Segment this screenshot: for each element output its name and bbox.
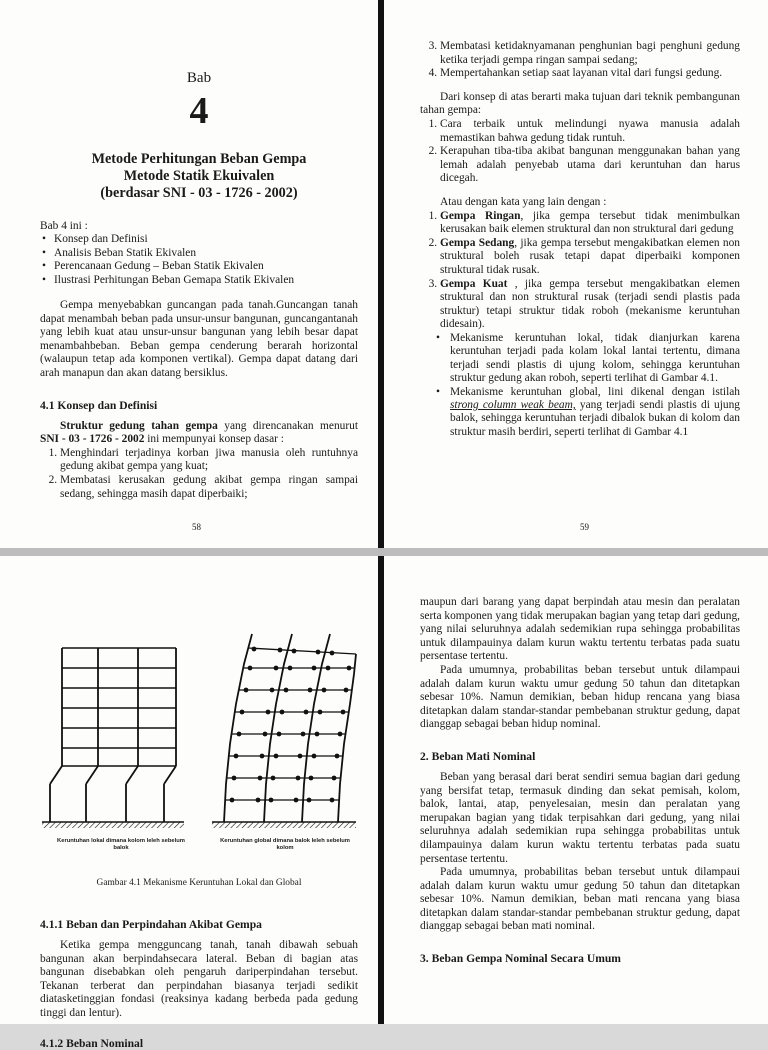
list-item: [440, 237, 740, 278]
label-global-failure: Keruntuhan global dimana balok leleh sebelum kolom: [220, 838, 350, 851]
chapter-title-line-2: Metode Statik Ekuivalen: [123, 168, 275, 184]
page-number: 58: [192, 522, 201, 532]
list-item: 1. Cara terbaik untuk melindungi nyawa manusia adalah memastikan bahwa gedung tidak runtuh.: [440, 118, 740, 145]
list-item: [440, 278, 740, 332]
list-item: • Perencanaan Gedung – Beban Statik Ekivalen: [54, 260, 358, 273]
chapter-label: Bab: [186, 70, 212, 86]
section-heading: 4.1.2 Beban Nominal: [40, 1036, 144, 1050]
figure-collapse-mechanisms: [40, 594, 358, 854]
paragraph: Dari konsep di atas berarti maka tujuan dari teknik pembangunan tahan gempa:: [420, 90, 740, 117]
page-61: [384, 556, 768, 1024]
paragraph: Gempa menyebabkan guncangan pada tanah.Guncangan tanah dapat menambah beban pada unsur-unsur bangunan, guncangantanah yang lebih kuat atau unsur-unsur bangunan yang lebih besar dapat menambahbeban. Beban gempa cenderung berarah horizontal (walaupun tetap ada komponen vertikal). Gempa dapat datang dari arah manapun dan akan datang bersiklus.: [40, 299, 358, 379]
chapter-number: 4: [189, 90, 209, 132]
chapter-intro: Bab 4 ini :: [40, 220, 88, 232]
text-span: yang terjadi sendi plastis di ujung balok, sehingga keruntuhan terjadi dibalok bukan di kolom dan struktur masih berdiri, seperti terlihat di Gambar 4.1: [450, 398, 740, 438]
paragraph: Ketika gempa mengguncang tanah, tanah dibawah sebuah bangunan akan berpindahsecara lateral. Beban di bagian atas bangunan disebabkan oleh pengaruh dariperpindahan tersebut. Tekanan terberat dan perpindahan biasanya terjadi sedikit diatasketinggian fondasi (reaksinya kadang berbeda pada gedung tinggi dan lentur).: [40, 939, 358, 1019]
section-heading: 2. Beban Mati Nominal: [420, 749, 536, 763]
page-58: [0, 0, 378, 548]
text-span: yang direncanakan menurut: [217, 419, 358, 432]
chapter-title: [40, 151, 358, 202]
label-local-failure: Keruntuhan lokal dimana kolom leleh sebelum balok: [57, 838, 185, 851]
global-failure-frame: [224, 634, 356, 822]
bold-term: Gempa Kuat: [440, 277, 508, 290]
list-item: [440, 210, 740, 237]
list-item: • Mekanisme keruntuhan lokal, tidak dianjurkan karena keruntuhan terjadi pada kolam lokal lantai tertentu, dimana terjadi sendi plastis di ujung kolom, sehingga keruntuhan struktur gedung akan roboh, seperti terlihat di Gambar 4.1.: [450, 332, 740, 386]
collapse-mechanism-diagram: [40, 594, 358, 834]
bold-term: SNI - 03 - 1726 - 2002: [40, 433, 145, 446]
list-item: • Konsep dan Definisi: [54, 233, 358, 246]
ground-hatch: [212, 822, 356, 828]
list-item: • Analisis Beban Statik Ekivalen: [54, 247, 358, 260]
list-item: [450, 386, 740, 440]
text-span: Mekanisme keruntuhan global, lini dikenal dengan istilah: [450, 385, 740, 398]
text-span: ini mempunyai konsep dasar :: [144, 433, 284, 446]
text-span: , jika gempa tersebut mengakibatkan elemen non struktural boleh rusak tetapi dapat diperbaiki komponen struktural tidak rusak.: [440, 236, 740, 276]
list-item: 3. Membatasi ketidaknyamanan penghunian bagi penghuni gedung ketika terjadi gempa ringan sampai sedang;: [440, 40, 740, 67]
list-item: 4. Mempertahankan setiap saat layanan vital dari fungsi gedung.: [440, 67, 740, 81]
section-heading: 4.1 Konsep dan Definisi: [40, 398, 158, 412]
bold-term: Gempa Ringan: [440, 209, 521, 222]
bold-term: Struktur gedung tahan gempa: [60, 419, 218, 432]
paragraph: [40, 420, 358, 447]
paragraph: Beban yang berasal dari berat sendiri semua bagian dari gedung yang bersifat tetap, termasuk dinding dan sekat pemisah, kolom, balok, lantai, atap, penyelesaian, mesin dan peralatan yang merupakan bagian yang tidak terpisahkan dari gedung, yang nilai seluruhnya adalah sedemikian rupa sehingga probabilitas untuk dilampauinya dalam kurun waktu tertentu terbatas pada suatu persentase tertentu.: [420, 770, 740, 865]
list-item: 1. Menghindari terjadinya korban jiwa manusia oleh runtuhnya gedung akibat gempa yang kuat;: [60, 447, 358, 474]
page-59: [384, 0, 768, 548]
concept-list-continued: [420, 40, 740, 81]
emphasis-term: strong column weak beam,: [450, 398, 576, 411]
text-span: , jika gempa tersebut tidak menimbulkan kerusakan baik elemen struktural dan non struktural dari gedung: [440, 209, 741, 236]
paragraph: Pada umumnya, probabilitas beban tersebut untuk dilampaui adalah dalam kurun waktu umur gedung 50 tahun dan ditetapkan sebesar 10%. Namun demikian, beban mati rencana yang biasa ditetapkan dalam standar-standar pembebanan struktur gedung, dapat dianggap sebagai beban mati nominal.: [420, 866, 740, 933]
paragraph: Pada umumnya, probabilitas beban tersebut untuk dilampaui adalah dalam kurun waktu umur gedung 50 tahun dan ditetapkan sebesar 10%. Namun demikian, beban hidup rencana yang biasa ditetapkan dalam standar-standar pembebanan struktur gedung, dapat dianggap sebagai beban hidup nominal.: [420, 663, 740, 731]
chapter-contents-list: [40, 233, 358, 287]
text-span: , jika gempa tersebut mengakibatkan elemen struktural dan non struktural rusak (terjadi sendi plastis pada struktur) tetapi struktur tidak roboh (mekanisme keruntuhan didesain).: [440, 277, 741, 331]
section-heading: 4.1.1 Beban dan Perpindahan Akibat Gempa: [40, 918, 262, 931]
page-60: [0, 556, 378, 1050]
chapter-title-line-3: (berdasar SNI - 03 - 1726 - 2002): [100, 185, 298, 201]
concept-list: [40, 447, 358, 501]
bold-term: Gempa Sedang: [440, 236, 515, 249]
list-item: 2. Kerapuhan tiba-tiba akibat bangunan menggunakan bahan yang lemah adalah penyebab utama dari keruntuhan dan harus dicegah.: [440, 145, 740, 186]
list-item: 2. Membatasi kerusakan gedung akibat gempa ringan sampai sedang, sehingga masih dapat diperbaiki;: [60, 474, 358, 501]
chapter-title-line-1: Metode Perhitungan Beban Gempa: [91, 151, 307, 167]
mechanism-list: [420, 332, 740, 439]
local-failure-frame: [50, 648, 176, 822]
paragraph: maupun dari barang yang dapat berpindah atau mesin dan peralatan serta komponen yang tidak merupakan bagian yang tetap dari gedung, yang nilai seluruhnya adalah sedemikian rupa sehingga probabilitas untuk dilampauinya dalam kurun waktu tertentu terbatas pada suatu persentase tertentu.: [420, 596, 740, 663]
ground-hatch: [42, 822, 184, 828]
page-divider: [0, 548, 768, 556]
paragraph: Atau dengan kata yang lain dengan :: [440, 195, 607, 208]
figure-caption: Gambar 4.1 Mekanisme Keruntuhan Lokal dan Global: [96, 878, 302, 888]
page-number: 59: [580, 522, 589, 532]
list-item: • Ilustrasi Perhitungan Beban Gemapa Statik Ekivalen: [54, 274, 358, 287]
section-heading: 3. Beban Gempa Nominal Secara Umum: [420, 952, 621, 966]
earthquake-levels-list: [420, 210, 740, 332]
goals-list: [420, 118, 740, 186]
